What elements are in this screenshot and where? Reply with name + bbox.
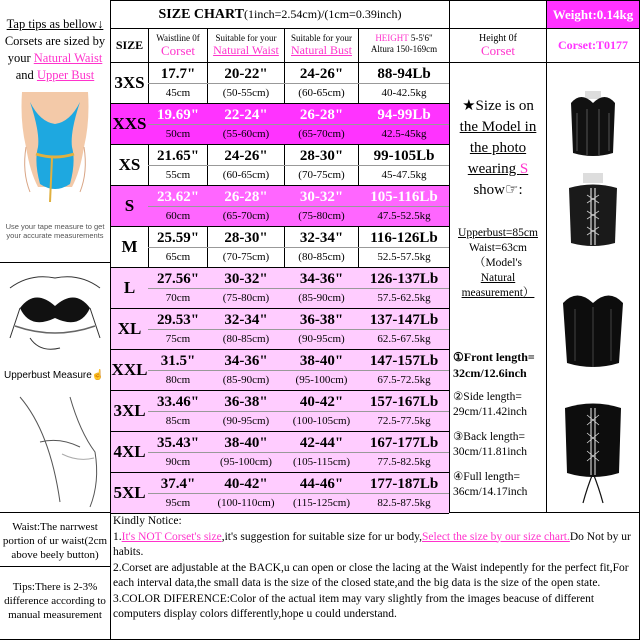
grid-line xyxy=(358,493,449,494)
notice-item1 xyxy=(113,530,637,561)
col-head-corset-height-pink: Corset xyxy=(481,43,515,58)
grid-line xyxy=(358,411,449,412)
tips-natural-waist: Natural Waist xyxy=(33,51,103,65)
grid-line xyxy=(148,452,207,453)
col-head-waistline-top: Waistline 0f xyxy=(156,33,200,43)
col-head-waistline-pink: Corset xyxy=(161,43,195,58)
natural-bust-cm-value: (80-85cm) xyxy=(298,250,345,263)
grid-line xyxy=(148,165,207,166)
natural-bust-cm-value: (65-70cm) xyxy=(298,127,345,140)
grid-line xyxy=(284,370,358,371)
weight-cm-value: 47.5-52.5kg xyxy=(377,209,431,222)
tips-line4-prefix: and xyxy=(15,68,37,82)
waist-inch-value: 37.4" xyxy=(160,475,196,492)
grid-line xyxy=(148,493,207,494)
grid-line xyxy=(358,124,449,125)
size-label: 3XS xyxy=(114,72,145,92)
size-chart-units: (1inch=2.54cm)/(1cm=0.39inch) xyxy=(243,7,402,21)
swimsuit-figure-icon xyxy=(0,92,110,212)
natural-bust-cm-value: (95-100cm) xyxy=(295,373,348,386)
back-length-value: 30cm/11.81inch xyxy=(453,446,527,458)
grid-line xyxy=(207,329,284,330)
notice-title: Kindly Notice: xyxy=(113,515,182,527)
waist-cm-value: 50cm xyxy=(165,127,191,140)
grid-line xyxy=(284,247,358,248)
model-waist: Waist=63cm xyxy=(469,242,527,254)
model-measurement: measurement） xyxy=(461,287,535,299)
natural-waist-cm-value: (70-75cm) xyxy=(222,250,270,263)
back-length-label: ③Back length= xyxy=(453,431,526,443)
waist-cm-value: 70cm xyxy=(165,291,191,304)
natural-waist-inch-value: 40-42" xyxy=(224,475,268,492)
size-label: M xyxy=(121,236,138,256)
grid-line xyxy=(207,124,284,125)
grid-line xyxy=(358,206,449,207)
weight-cm-value: 82.5-87.5kg xyxy=(377,496,431,509)
waist-cm-value: 60cm xyxy=(165,209,191,222)
weight-inch-value: 147-157Lb xyxy=(369,352,439,369)
natural-waist-inch-value: 32-34" xyxy=(224,311,268,328)
model-upperbust: Upperbust=85cm xyxy=(458,227,538,239)
tips-line3 xyxy=(0,50,110,67)
weight-inch-value: 116-126Lb xyxy=(370,229,438,246)
full-length-value: 36cm/14.17inch xyxy=(453,486,528,498)
upperbust-caption: Upperbust Measure☝ xyxy=(4,370,105,381)
tips-note: Tips:There is 2-3% difference according to manual measurement xyxy=(4,581,106,621)
grid-line xyxy=(284,206,358,207)
natural-waist-inch-value: 26-28" xyxy=(224,188,268,205)
natural-waist-inch-value: 24-26" xyxy=(224,147,268,164)
grid-line xyxy=(358,329,449,330)
waist-cm-value: 80cm xyxy=(165,373,191,386)
col-head-height xyxy=(359,29,449,62)
bra-measure-icon xyxy=(0,268,110,368)
natural-waist-inch-value: 34-36" xyxy=(224,352,268,369)
front-length-value: 32cm/12.6inch xyxy=(453,366,527,380)
tips-line4 xyxy=(0,67,110,84)
model-natural: Natural xyxy=(480,272,516,284)
tips-upper-bust: Upper Bust xyxy=(36,68,95,82)
weight-inch-value: 177-187Lb xyxy=(369,475,439,492)
front-length-label: ①Front length= xyxy=(453,350,535,364)
natural-bust-cm-value: (90-95cm) xyxy=(298,332,345,345)
col-head-height-pink: HEIGHT xyxy=(375,33,409,43)
weight-inch-value: 94-99Lb xyxy=(377,106,431,123)
grid-line xyxy=(207,288,284,289)
natural-bust-cm-value: (115-125cm) xyxy=(292,496,351,509)
natural-bust-cm-value: (75-80cm) xyxy=(298,209,345,222)
waist-inch-value: 29.53" xyxy=(156,311,200,328)
size-label: L xyxy=(123,277,136,297)
waist-inch-value: 21.65" xyxy=(156,147,200,164)
grid-line xyxy=(148,370,207,371)
grid-line xyxy=(148,83,207,84)
natural-waist-inch-value: 36-38" xyxy=(224,393,268,410)
waist-cm-value: 95cm xyxy=(165,496,191,509)
grid-line xyxy=(284,452,358,453)
col-head-corset-height xyxy=(450,29,546,62)
natural-bust-inch-value: 32-34" xyxy=(299,229,344,246)
grid-line xyxy=(207,411,284,412)
natural-bust-inch-value: 30-32" xyxy=(299,188,344,205)
natural-bust-inch-value: 38-40" xyxy=(299,352,344,369)
size-chart-title-text: SIZE CHART xyxy=(158,6,244,22)
waist-note: Waist:The narrwest portion of ur waist(2cm above beely button) xyxy=(2,521,108,561)
waist-inch-value: 27.56" xyxy=(156,270,200,287)
grid-line xyxy=(358,83,449,84)
col-head-height-top: 5-5'6" xyxy=(408,33,433,43)
grid-line xyxy=(110,226,449,227)
tips-line1: Tap tips as bellow↓ xyxy=(6,17,104,31)
notice-item1-prefix: 1. xyxy=(113,530,122,543)
weight-cm-value: 45-47.5kg xyxy=(381,168,427,181)
natural-bust-cm-value: (105-115cm) xyxy=(292,455,351,468)
natural-waist-cm-value: (100-110cm) xyxy=(217,496,275,509)
model-measurement-note xyxy=(450,226,546,301)
col-head-corset-height-top: Height 0f xyxy=(478,33,518,44)
natural-waist-inch-value: 30-32" xyxy=(224,270,268,287)
weight-cm-value: 67.5-72.5kg xyxy=(377,373,431,386)
weight-cm-value: 52.5-57.5kg xyxy=(377,250,431,263)
weight-inch-value: 157-167Lb xyxy=(369,393,439,410)
natural-waist-cm-value: (50-55cm) xyxy=(222,86,270,99)
grid-line xyxy=(358,370,449,371)
natural-bust-cm-value: (100-105cm) xyxy=(292,414,351,427)
grid-line xyxy=(148,124,207,125)
side-length-value: 29cm/11.42inch xyxy=(453,406,527,418)
weight-cm-value: 62.5-67.5kg xyxy=(377,332,431,345)
weight-inch-value: 88-94Lb xyxy=(377,65,431,82)
natural-bust-inch-value: 28-30" xyxy=(299,147,344,164)
weight-cm-value: 77.5-82.5kg xyxy=(377,455,431,468)
lengths-block xyxy=(453,350,546,500)
grid-line xyxy=(110,144,449,145)
natural-bust-cm-value: (60-65cm) xyxy=(298,86,345,99)
grid-line xyxy=(148,247,207,248)
waist-cm-value: 55cm xyxy=(165,168,191,181)
notice-item1-pink1: It's NOT Corset's size xyxy=(121,530,222,543)
natural-bust-inch-value: 36-38" xyxy=(299,311,344,328)
natural-waist-cm-value: (60-65cm) xyxy=(222,168,270,181)
waist-cm-value: 65cm xyxy=(165,250,191,263)
model-note xyxy=(450,96,546,201)
natural-bust-inch-value: 24-26" xyxy=(299,65,344,82)
natural-bust-inch-value: 34-36" xyxy=(299,270,344,287)
grid-line xyxy=(284,288,358,289)
grid-line xyxy=(148,206,207,207)
natural-waist-inch-value: 22-24" xyxy=(224,106,268,123)
model-note-line5: show☞: xyxy=(473,182,523,198)
natural-waist-cm-value: (75-80cm) xyxy=(222,291,270,304)
natural-waist-cm-value: (80-85cm) xyxy=(222,332,270,345)
col-head-natural-waist-pink: Natural Waist xyxy=(213,43,279,57)
grid-line xyxy=(284,83,358,84)
grid-line xyxy=(358,288,449,289)
waist-cm-value: 85cm xyxy=(165,414,191,427)
waist-sketch-icon xyxy=(0,392,110,508)
natural-bust-inch-value: 40-42" xyxy=(299,393,344,410)
grid-line xyxy=(148,411,207,412)
waist-inch-value: 19.69" xyxy=(156,106,200,123)
weight-label: Weight:0.14kg xyxy=(547,1,639,28)
tips-line3-prefix: your xyxy=(7,51,34,65)
size-label: S xyxy=(124,195,135,215)
size-label: 5XL xyxy=(113,482,146,502)
natural-bust-inch-value: 26-28" xyxy=(299,106,344,123)
col-head-natural-waist xyxy=(208,29,284,62)
corset-photo-icon xyxy=(547,63,639,512)
waist-inch-value: 31.5" xyxy=(160,352,196,369)
tape-caption: Use your tape measure to get your accurate measurements xyxy=(5,222,105,240)
grid-line xyxy=(0,262,110,263)
waist-inch-value: 33.46" xyxy=(156,393,200,410)
natural-bust-cm-value: (85-90cm) xyxy=(298,291,345,304)
corset-code: Corset:T0177 xyxy=(558,38,628,52)
side-length-label: ②Side length= xyxy=(453,391,522,403)
tips-line2: Corsets are sized by xyxy=(4,34,106,48)
natural-waist-cm-value: (90-95cm) xyxy=(222,414,270,427)
col-head-natural-bust-top: Suitable for your xyxy=(291,33,352,43)
size-label: XS xyxy=(118,154,141,174)
col-head-natural-bust xyxy=(285,29,358,62)
grid-line xyxy=(284,411,358,412)
grid-line xyxy=(207,452,284,453)
grid-line xyxy=(284,329,358,330)
weight-inch-value: 126-137Lb xyxy=(369,270,439,287)
grid-line xyxy=(207,206,284,207)
grid-line xyxy=(284,493,358,494)
waist-illustration xyxy=(0,392,110,508)
grid-line xyxy=(284,165,358,166)
natural-waist-cm-value: (55-60cm) xyxy=(222,127,270,140)
notice-item1-mid: ,it's suggestion for suitable size for ur body, xyxy=(221,530,423,543)
corset-photos xyxy=(547,63,639,512)
natural-waist-cm-value: (65-70cm) xyxy=(222,209,270,222)
waist-cm-value: 90cm xyxy=(165,455,191,468)
tips-block xyxy=(0,16,110,84)
size-label: 3XL xyxy=(113,400,146,420)
grid-line xyxy=(148,288,207,289)
natural-waist-inch-value: 28-30" xyxy=(224,229,268,246)
natural-waist-inch-value: 20-22" xyxy=(224,65,268,82)
grid-line xyxy=(207,83,284,84)
notice-item1-pink2: Select the size by our size chart. xyxy=(422,530,570,543)
col-head-waistline xyxy=(149,29,207,62)
waist-cm-value: 45cm xyxy=(165,86,191,99)
col-head-natural-waist-top: Suitable for your xyxy=(215,33,277,43)
notice-item3: 3.COLOR DIFERENCE:Color of the actual item may vary slightly from the images beacuse of different computers display colors differently,hope u could understand. xyxy=(113,592,595,620)
natural-bust-inch-value: 42-44" xyxy=(299,434,344,451)
grid-line xyxy=(207,370,284,371)
grid-line xyxy=(148,329,207,330)
size-label: XXS xyxy=(112,113,147,133)
natural-waist-inch-value: 38-40" xyxy=(224,434,268,451)
waist-inch-value: 23.62" xyxy=(156,188,200,205)
grid-line xyxy=(358,247,449,248)
natural-bust-inch-value: 44-46" xyxy=(299,475,344,492)
col-head-natural-bust-pink: Natural Bust xyxy=(291,43,352,57)
model-models: （Model's xyxy=(473,257,523,269)
col-head-height-sub: Altura 150-169cm xyxy=(370,44,438,54)
upperbust-illustration xyxy=(0,268,110,368)
natural-waist-cm-value: (95-100cm) xyxy=(220,455,272,468)
size-label: XXL xyxy=(111,359,148,379)
swimsuit-illustration xyxy=(0,92,110,212)
grid-line xyxy=(207,165,284,166)
size-label: XL xyxy=(117,318,142,338)
grid-line xyxy=(358,165,449,166)
model-note-line4 xyxy=(450,159,546,180)
weight-inch-value: 105-116Lb xyxy=(370,188,438,205)
size-label: 4XL xyxy=(113,441,146,461)
natural-bust-cm-value: (70-75cm) xyxy=(298,168,345,181)
kindly-notice xyxy=(113,514,637,623)
natural-waist-cm-value: (85-90cm) xyxy=(222,373,270,386)
notice-item2: 2.Corset are adjustable at the BACK,u can open or close the lacing at the Waist indepently for the perfect fit,For each interval data,the small data is the size of the closed state,and the big data is the size of the open state. xyxy=(113,561,629,589)
grid-line xyxy=(207,247,284,248)
waist-inch-value: 25.59" xyxy=(156,229,200,246)
model-note-size: S xyxy=(519,161,529,177)
weight-cm-value: 57.5-62.5kg xyxy=(377,291,431,304)
model-note-line4-prefix: wearing xyxy=(467,161,520,177)
waist-cm-value: 75cm xyxy=(165,332,191,345)
col-head-size: SIZE xyxy=(115,38,144,52)
weight-inch-value: 167-177Lb xyxy=(369,434,439,451)
notice-item1-end: Do Not by ur habits. xyxy=(113,530,631,558)
model-note-line1: ★Size is on xyxy=(462,98,534,114)
grid-line xyxy=(0,566,110,567)
model-note-line2: the Model in xyxy=(459,119,537,135)
waist-inch-value: 35.43" xyxy=(156,434,200,451)
weight-inch-value: 137-147Lb xyxy=(369,311,439,328)
weight-inch-value: 99-105Lb xyxy=(373,147,435,164)
weight-cm-value: 40-42.5kg xyxy=(381,86,427,99)
weight-cm-value: 72.5-77.5kg xyxy=(377,414,431,427)
weight-cm-value: 42.5-45kg xyxy=(381,127,427,140)
size-chart-title xyxy=(111,1,449,28)
grid-line xyxy=(207,493,284,494)
full-length-label: ④Full length= xyxy=(453,471,520,483)
grid-line xyxy=(0,512,110,513)
model-note-line3: the photo xyxy=(469,140,527,156)
grid-line xyxy=(284,124,358,125)
grid-line xyxy=(358,452,449,453)
waist-inch-value: 17.7" xyxy=(160,65,196,82)
